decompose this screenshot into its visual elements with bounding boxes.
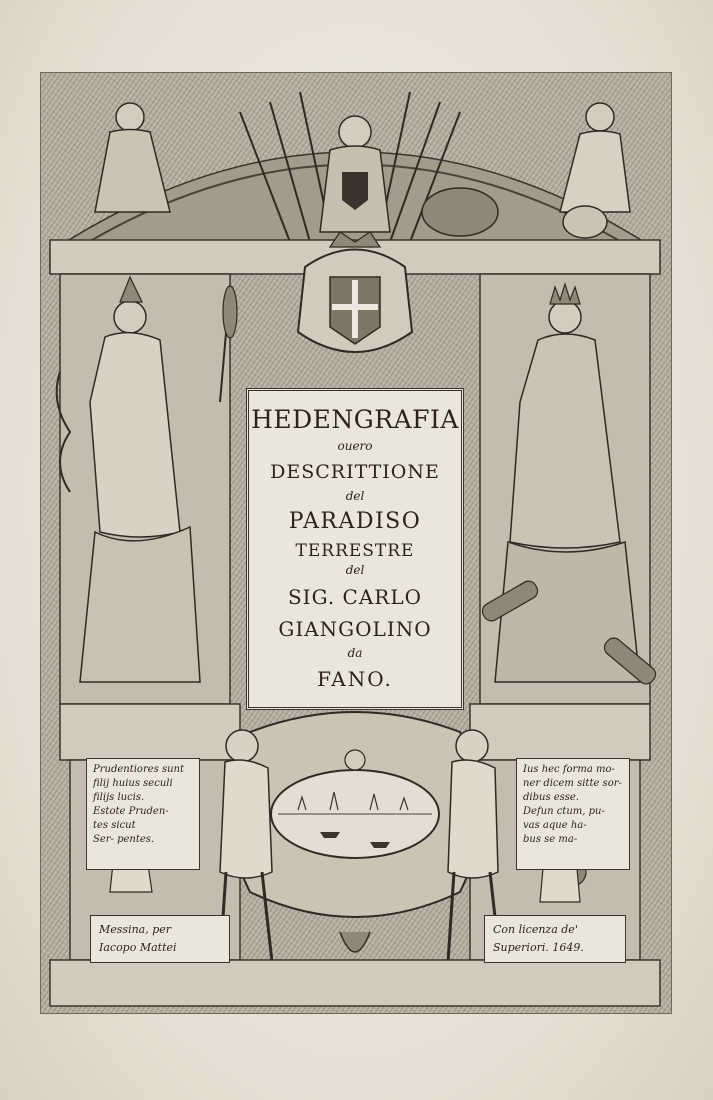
figure-top-center bbox=[320, 116, 390, 232]
motto-line: Ius hec forma mo- bbox=[523, 764, 615, 775]
motto-line: Ser- pentes. bbox=[93, 834, 155, 845]
author-surname: GIANGOLINO bbox=[278, 617, 432, 641]
motto-line: dibus esse. bbox=[523, 792, 580, 803]
motto-line: Estote Pruden- bbox=[93, 806, 169, 817]
putto-top-right bbox=[560, 103, 630, 238]
left-pedestal-cap bbox=[60, 704, 240, 760]
crown-icon bbox=[550, 284, 580, 304]
imprint-place: Messina, per bbox=[99, 923, 172, 936]
plinth bbox=[50, 960, 660, 1006]
right-pedestal-cap bbox=[470, 704, 650, 760]
author-name: SIG. CARLO bbox=[287, 585, 423, 609]
mirror-icon bbox=[223, 286, 237, 338]
imprint-license-line: Con licenza de' bbox=[493, 923, 578, 936]
title-line: DESCRITTIONE bbox=[270, 461, 440, 483]
imprint-license bbox=[484, 915, 626, 963]
title-connector: ouero bbox=[337, 439, 373, 453]
motto-line: Defun ctum, pu- bbox=[523, 806, 605, 817]
imprint-date: Superiori. 1649. bbox=[493, 941, 584, 954]
motto-line: filij huius seculi bbox=[93, 778, 173, 789]
putto-top-left bbox=[95, 103, 170, 212]
title-connector: del bbox=[345, 563, 365, 577]
title-line: PARADISO bbox=[288, 509, 422, 534]
title-connector: del bbox=[345, 489, 365, 503]
motto-line: Prudentiores sunt bbox=[93, 764, 184, 775]
motto-line: tes sicut bbox=[93, 820, 136, 831]
imprint-publisher bbox=[90, 915, 230, 963]
title-connector: da bbox=[347, 646, 363, 660]
motto-line: ner dicem sitte sor- bbox=[523, 778, 622, 789]
title-heading: HEDENGRAFIA bbox=[251, 405, 459, 434]
motto-line: bus se ma- bbox=[523, 834, 578, 845]
cross-icon bbox=[332, 304, 378, 310]
motto-line: vas aque ha- bbox=[523, 820, 587, 831]
shield-trophy bbox=[422, 188, 498, 236]
title-line: TERRESTRE bbox=[295, 541, 415, 561]
motto-left bbox=[86, 758, 200, 870]
motto-line: filijs lucis. bbox=[93, 792, 145, 803]
imprint-printer: Iacopo Mattei bbox=[99, 941, 177, 954]
title-panel bbox=[246, 388, 464, 710]
motto-right bbox=[516, 758, 630, 870]
author-origin: FANO. bbox=[317, 667, 393, 691]
